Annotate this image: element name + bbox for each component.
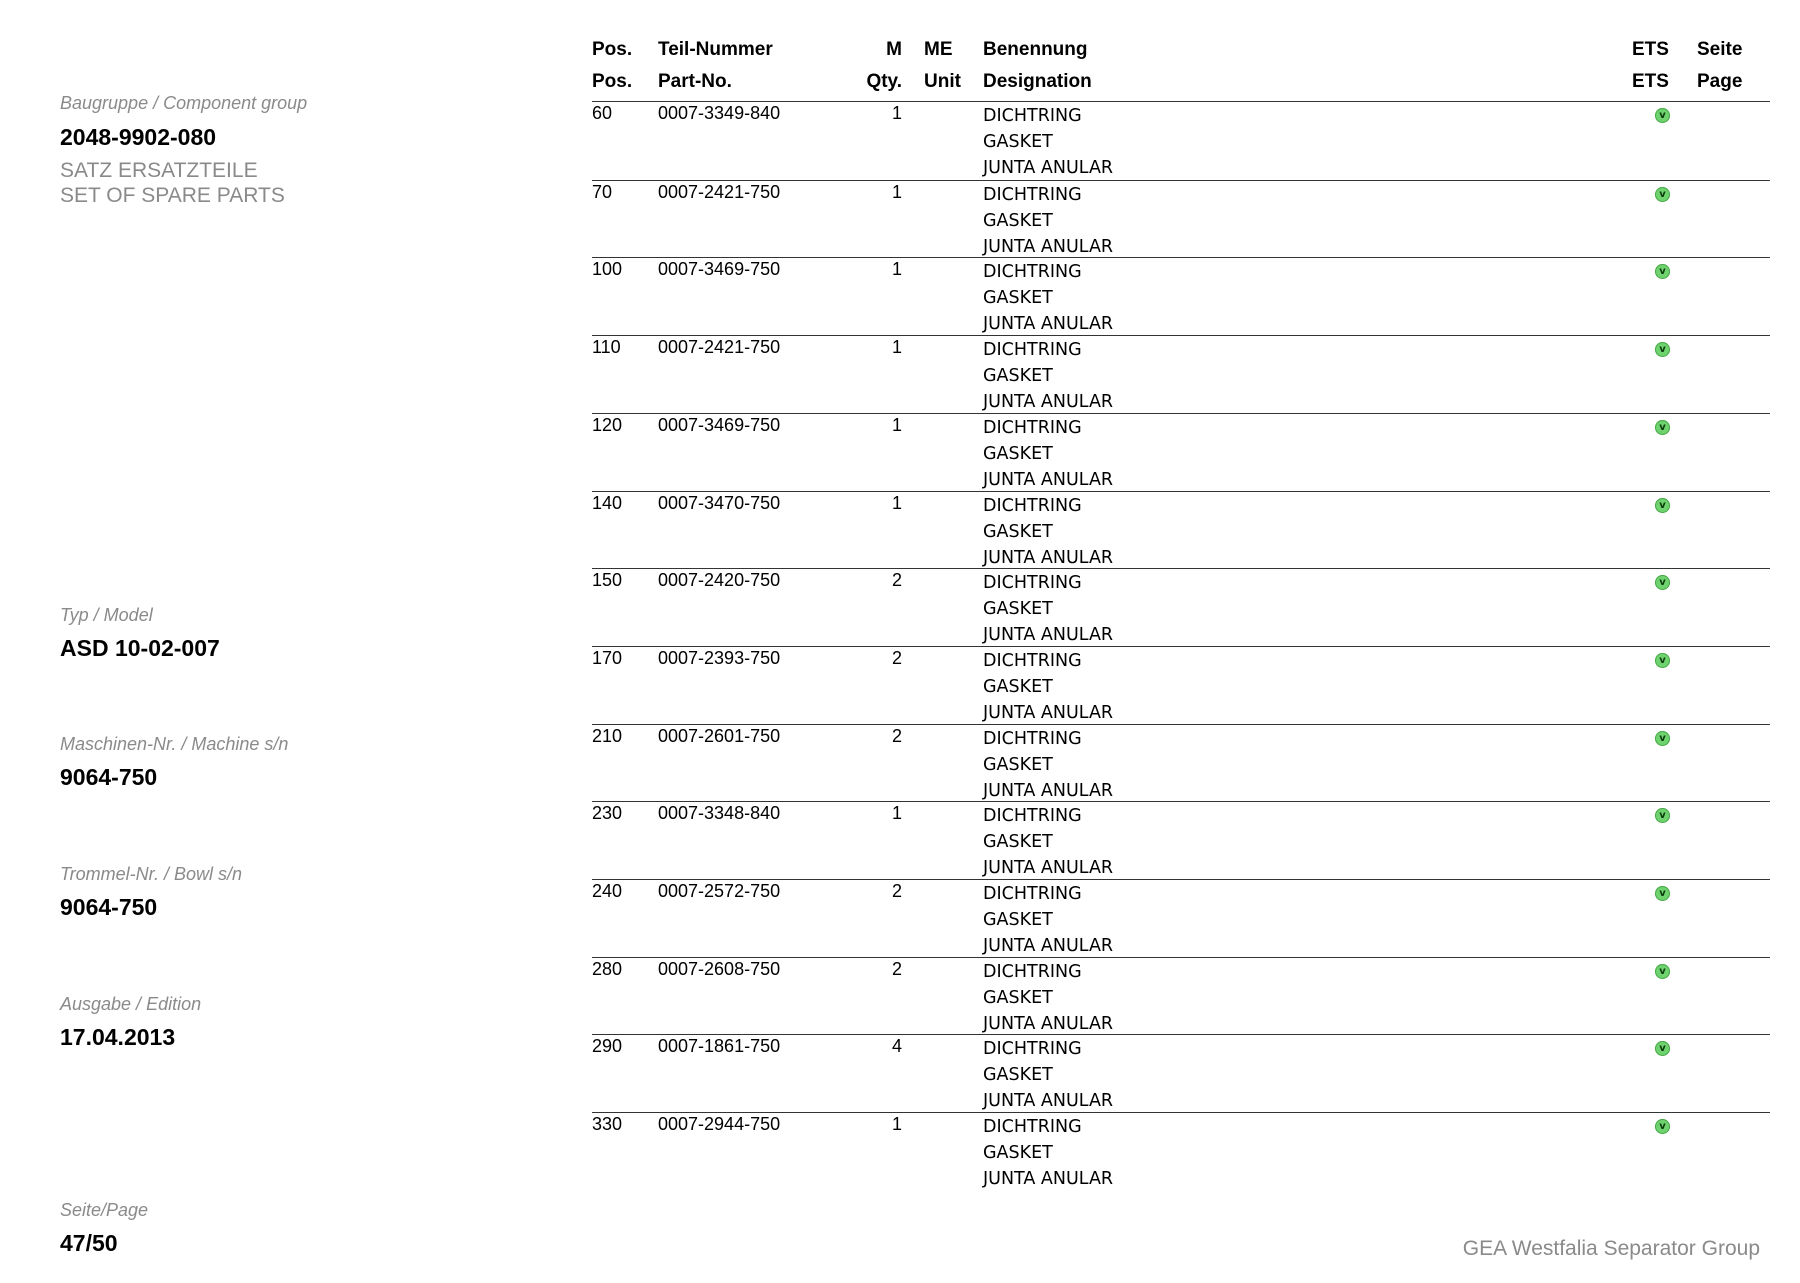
- quantity-cell: 2: [891, 881, 902, 901]
- check-circle-icon: v: [1655, 1119, 1670, 1134]
- table-row: [592, 335, 1770, 414]
- designation-cell: [983, 959, 1113, 1037]
- header-page-de: Seite: [1697, 39, 1743, 60]
- table-row: [592, 724, 1770, 803]
- designation-cell: [983, 1036, 1113, 1114]
- part-number-cell: 0007-1861-750: [658, 1036, 781, 1057]
- designation-line: GASKET: [983, 832, 1053, 853]
- designation-line: GASKET: [983, 910, 1053, 930]
- designation-line: JUNTA ANULAR: [983, 702, 1114, 723]
- table-row: [592, 801, 1770, 880]
- bowl-sn-label: Trommel-Nr. / Bowl s/n: [60, 864, 243, 884]
- page-number: 47/50: [60, 1230, 118, 1256]
- header-unit-en: Unit: [924, 71, 961, 92]
- designation-line: GASKET: [983, 987, 1053, 1008]
- quantity-cell: 1: [891, 414, 902, 435]
- designation-line: DICHTRING: [983, 1039, 1082, 1060]
- designation-line: JUNTA ANULAR: [983, 392, 1114, 413]
- part-number-cell: 0007-2421-750: [658, 181, 781, 202]
- machine-sn-value: 9064-750: [60, 764, 158, 790]
- quantity-cell: 2: [891, 647, 902, 668]
- pos-cell: 70: [592, 181, 613, 202]
- designation-cell: [983, 881, 1113, 959]
- designation-line: JUNTA ANULAR: [983, 936, 1114, 956]
- edition-label: Ausgabe / Edition: [60, 994, 202, 1014]
- check-circle-icon: v: [1655, 886, 1670, 901]
- header-pos-de: Pos.: [592, 39, 633, 60]
- designation-line: JUNTA ANULAR: [983, 1013, 1114, 1034]
- pos-cell: 330: [592, 1114, 623, 1135]
- designation-cell: [983, 493, 1113, 571]
- quantity-cell: 2: [891, 725, 902, 746]
- part-number-cell: 0007-3348-840: [658, 803, 781, 824]
- pos-cell: 60: [592, 103, 613, 123]
- document-info-panel: [60, 0, 540, 1283]
- table-row: [592, 102, 1770, 180]
- header-ets-de: ETS: [1632, 39, 1669, 60]
- check-circle-icon: v: [1655, 264, 1670, 279]
- company-name: GEA Westfalia Separator Group: [1462, 1237, 1760, 1260]
- table-row: [592, 568, 1770, 647]
- component-desc-de: SATZ ERSATZTEILE: [60, 159, 258, 182]
- check-circle-icon: v: [1655, 731, 1670, 746]
- designation-line: DICHTRING: [983, 262, 1082, 283]
- designation-line: DICHTRING: [983, 340, 1082, 361]
- header-pos-en: Pos.: [592, 71, 633, 92]
- designation-line: GASKET: [983, 754, 1053, 775]
- model-value: ASD 10-02-007: [60, 635, 220, 661]
- check-circle-icon: v: [1655, 420, 1670, 435]
- designation-line: JUNTA ANULAR: [983, 1169, 1114, 1190]
- pos-cell: 150: [592, 570, 623, 591]
- part-number-cell: 0007-3349-840: [658, 103, 781, 123]
- header-page-en: Page: [1697, 71, 1743, 92]
- designation-cell: [983, 259, 1113, 337]
- table-row: [592, 1034, 1770, 1113]
- designation-line: GASKET: [983, 599, 1053, 620]
- designation-line: GASKET: [983, 1143, 1053, 1164]
- header-qty-en: Qty.: [866, 71, 902, 92]
- check-circle-icon: v: [1655, 964, 1670, 979]
- table-row: [592, 879, 1770, 958]
- check-circle-icon: v: [1655, 808, 1670, 823]
- designation-line: DICHTRING: [983, 106, 1082, 126]
- designation-cell: [983, 103, 1113, 181]
- designation-line: GASKET: [983, 210, 1053, 231]
- table-row: [592, 257, 1770, 336]
- table-row: [592, 1112, 1770, 1191]
- quantity-cell: 4: [891, 1036, 902, 1057]
- check-circle-icon: v: [1655, 653, 1670, 668]
- pos-cell: 140: [592, 492, 623, 513]
- designation-cell: [983, 415, 1113, 493]
- pos-cell: 120: [592, 414, 623, 435]
- designation-line: GASKET: [983, 443, 1053, 464]
- quantity-cell: 1: [891, 492, 902, 513]
- part-number-cell: 0007-2393-750: [658, 647, 781, 668]
- check-circle-icon: v: [1655, 1041, 1670, 1056]
- designation-cell: [983, 1114, 1113, 1192]
- part-number-cell: 0007-3470-750: [658, 492, 781, 513]
- designation-line: JUNTA ANULAR: [983, 236, 1114, 257]
- part-number-cell: 0007-2608-750: [658, 958, 781, 979]
- check-circle-icon: v: [1655, 187, 1670, 202]
- designation-line: DICHTRING: [983, 573, 1082, 594]
- part-number-cell: 0007-3469-750: [658, 259, 781, 280]
- quantity-cell: 1: [891, 103, 902, 123]
- designation-line: DICHTRING: [983, 961, 1082, 982]
- header-part-de: Teil-Nummer: [658, 39, 773, 60]
- pos-cell: 110: [592, 337, 621, 358]
- designation-line: JUNTA ANULAR: [983, 314, 1114, 335]
- designation-line: DICHTRING: [983, 806, 1082, 827]
- designation-line: JUNTA ANULAR: [983, 858, 1114, 879]
- designation-line: GASKET: [983, 366, 1053, 387]
- designation-line: GASKET: [983, 288, 1053, 309]
- part-number-cell: 0007-2944-750: [658, 1114, 781, 1135]
- quantity-cell: 1: [891, 181, 902, 202]
- designation-line: GASKET: [983, 521, 1053, 542]
- designation-cell: [983, 570, 1113, 648]
- part-number-cell: 0007-3469-750: [658, 414, 781, 435]
- header-ets-en: ETS: [1632, 71, 1669, 92]
- edition-value: 17.04.2013: [60, 1024, 176, 1050]
- quantity-cell: 1: [891, 337, 902, 358]
- table-row: [592, 646, 1770, 725]
- component-group-label: Baugruppe / Component group: [60, 93, 308, 113]
- designation-line: DICHTRING: [983, 184, 1082, 205]
- component-group-value: 2048-9902-080: [60, 124, 217, 150]
- model-label: Typ / Model: [60, 605, 153, 625]
- machine-sn-label: Maschinen-Nr. / Machine s/n: [60, 734, 289, 754]
- check-circle-icon: v: [1655, 108, 1670, 123]
- designation-cell: [983, 803, 1113, 881]
- quantity-cell: 1: [891, 259, 902, 280]
- designation-cell: [983, 648, 1113, 726]
- header-unit-de: ME: [924, 39, 953, 60]
- designation-line: JUNTA ANULAR: [983, 547, 1114, 568]
- designation-cell: [983, 726, 1113, 804]
- designation-line: DICHTRING: [983, 884, 1082, 904]
- designation-line: DICHTRING: [983, 650, 1082, 671]
- table-row: [592, 957, 1770, 1036]
- quantity-cell: 1: [891, 803, 902, 824]
- designation-line: JUNTA ANULAR: [983, 625, 1114, 646]
- designation-line: JUNTA ANULAR: [983, 780, 1114, 801]
- part-number-cell: 0007-2421-750: [658, 337, 781, 358]
- bowl-sn-value: 9064-750: [60, 894, 158, 920]
- designation-line: JUNTA ANULAR: [983, 158, 1114, 178]
- check-circle-icon: v: [1655, 342, 1670, 357]
- designation-line: DICHTRING: [983, 495, 1082, 516]
- pos-cell: 280: [592, 958, 623, 979]
- designation-line: GASKET: [983, 132, 1053, 152]
- designation-line: DICHTRING: [983, 728, 1082, 749]
- component-desc-en: SET OF SPARE PARTS: [60, 184, 285, 207]
- quantity-cell: 2: [891, 570, 902, 591]
- designation-cell: [983, 337, 1113, 415]
- table-row: [592, 413, 1770, 492]
- designation-line: GASKET: [983, 1065, 1053, 1086]
- part-number-cell: 0007-2601-750: [658, 725, 781, 746]
- check-circle-icon: v: [1655, 498, 1670, 513]
- pos-cell: 230: [592, 803, 623, 824]
- designation-line: JUNTA ANULAR: [983, 1091, 1114, 1112]
- part-number-cell: 0007-2572-750: [658, 881, 781, 901]
- quantity-cell: 2: [891, 958, 902, 979]
- pos-cell: 290: [592, 1036, 623, 1057]
- header-part-en: Part-No.: [658, 71, 732, 92]
- pos-cell: 210: [592, 725, 623, 746]
- table-row: [592, 491, 1770, 570]
- pos-cell: 240: [592, 881, 623, 901]
- header-designation-en: Designation: [983, 71, 1092, 92]
- pos-cell: 170: [592, 647, 623, 668]
- check-circle-icon: v: [1655, 575, 1670, 590]
- designation-line: DICHTRING: [983, 417, 1082, 438]
- pos-cell: 100: [592, 259, 623, 280]
- header-qty-de: M: [886, 39, 902, 60]
- designation-line: DICHTRING: [983, 1117, 1082, 1138]
- designation-line: GASKET: [983, 676, 1053, 697]
- header-designation-de: Benennung: [983, 39, 1088, 60]
- designation-cell: [983, 182, 1113, 260]
- table-row: [592, 180, 1770, 259]
- designation-line: JUNTA ANULAR: [983, 469, 1114, 490]
- quantity-cell: 1: [891, 1114, 902, 1135]
- part-number-cell: 0007-2420-750: [658, 570, 781, 591]
- page-label: Seite/Page: [60, 1200, 149, 1220]
